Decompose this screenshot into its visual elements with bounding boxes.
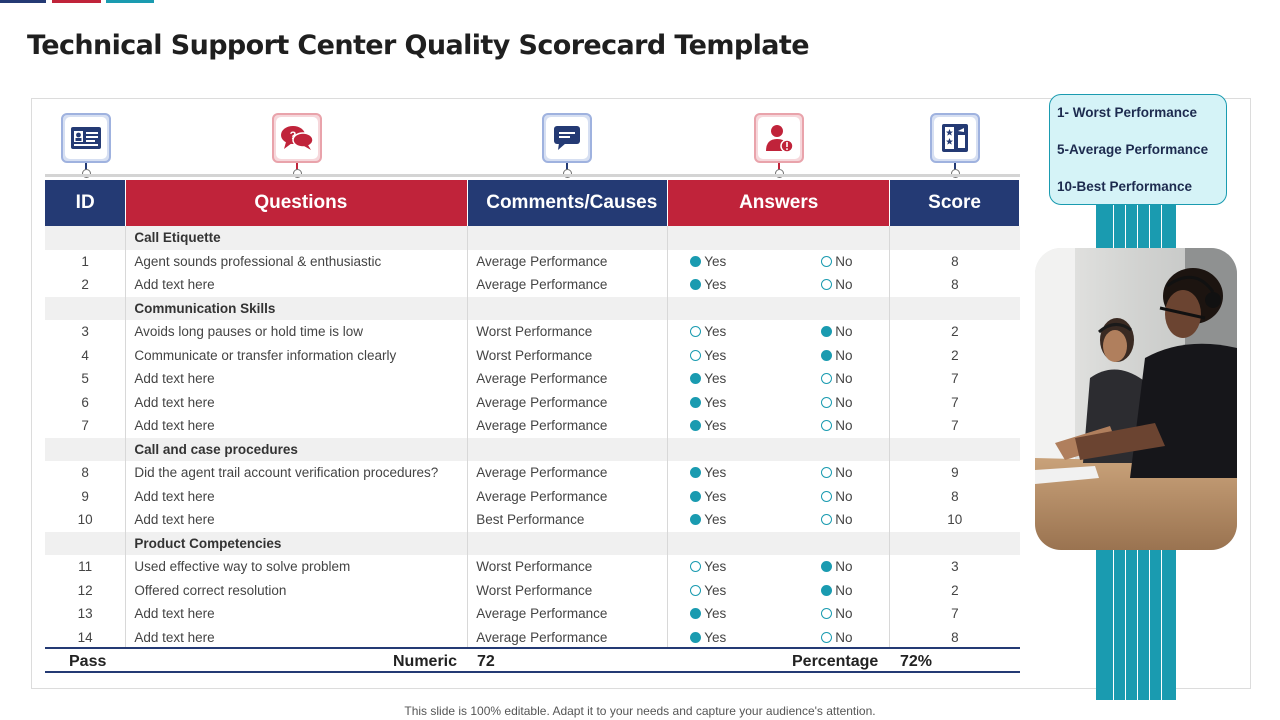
summary-footer bbox=[45, 647, 1020, 673]
row-comment: Average Performance bbox=[468, 461, 668, 485]
header-score: Score bbox=[890, 180, 1020, 226]
answer-option-no[interactable] bbox=[821, 512, 852, 527]
row-answer bbox=[668, 626, 890, 650]
row-question: Offered correct resolution bbox=[126, 579, 468, 603]
section-row bbox=[45, 532, 1020, 556]
radio-no[interactable] bbox=[821, 397, 832, 408]
row-question: Add text here bbox=[126, 367, 468, 391]
row-comment: Worst Performance bbox=[468, 555, 668, 579]
answer-label-yes: Yes bbox=[704, 465, 727, 481]
section-title: Communication Skills bbox=[126, 297, 468, 321]
row-comment: Best Performance bbox=[468, 508, 668, 532]
row-answer bbox=[668, 391, 890, 415]
row-id: 11 bbox=[45, 555, 126, 579]
row-question: Add text here bbox=[126, 273, 468, 297]
answer-option-yes[interactable] bbox=[690, 395, 821, 410]
row-id: 13 bbox=[45, 602, 126, 626]
answer-label-no: No bbox=[835, 253, 853, 269]
table-row bbox=[45, 391, 1020, 415]
section-empty-cell bbox=[668, 532, 890, 556]
row-score: 8 bbox=[951, 253, 959, 269]
answer-label-yes: Yes bbox=[704, 253, 727, 269]
answer-option-yes[interactable] bbox=[690, 489, 821, 504]
accent-bar-navy bbox=[0, 0, 46, 3]
section-empty-cell bbox=[45, 297, 126, 321]
row-score: 7 bbox=[951, 394, 959, 410]
answer-option-yes[interactable] bbox=[690, 324, 821, 339]
table-row bbox=[45, 414, 1020, 438]
radio-yes[interactable] bbox=[690, 585, 701, 596]
row-comment: Worst Performance bbox=[468, 344, 668, 368]
header-answers: Answers bbox=[668, 180, 890, 226]
answer-label-no: No bbox=[835, 629, 853, 645]
row-id: 4 bbox=[45, 344, 126, 368]
answer-label-yes: Yes bbox=[704, 347, 727, 363]
table-row bbox=[45, 508, 1020, 532]
header-id: ID bbox=[45, 180, 126, 226]
question-chat-icon bbox=[272, 113, 322, 163]
row-question: Add text here bbox=[126, 391, 468, 415]
row-answer bbox=[668, 250, 890, 274]
row-id: 3 bbox=[45, 320, 126, 344]
row-question: Did the agent trail account verification procedures? bbox=[126, 461, 468, 485]
section-empty-cell bbox=[468, 297, 668, 321]
pass-label: Pass bbox=[69, 653, 107, 670]
comment-icon bbox=[542, 113, 592, 163]
answer-label-yes: Yes bbox=[704, 606, 727, 622]
section-empty-cell bbox=[45, 532, 126, 556]
answer-option-yes[interactable] bbox=[690, 277, 821, 292]
answer-option-yes[interactable] bbox=[690, 559, 821, 574]
row-comment: Worst Performance bbox=[468, 320, 668, 344]
answer-label-no: No bbox=[835, 582, 853, 598]
row-id: 6 bbox=[45, 391, 126, 415]
section-empty-cell bbox=[890, 438, 1020, 462]
answer-option-yes[interactable] bbox=[690, 630, 821, 645]
row-question: Add text here bbox=[126, 508, 468, 532]
row-id: 12 bbox=[45, 579, 126, 603]
radio-no[interactable] bbox=[821, 420, 832, 431]
row-id: 2 bbox=[45, 273, 126, 297]
row-comment: Average Performance bbox=[468, 485, 668, 509]
row-score: 3 bbox=[951, 559, 959, 575]
answer-option-no[interactable] bbox=[821, 606, 852, 621]
radio-no[interactable] bbox=[821, 350, 832, 361]
row-question: Used effective way to solve problem bbox=[126, 555, 468, 579]
percentage-value: 72% bbox=[900, 653, 933, 670]
answer-option-no[interactable] bbox=[821, 395, 852, 410]
answer-option-no[interactable] bbox=[821, 277, 852, 292]
radio-no[interactable] bbox=[821, 632, 832, 643]
table-row bbox=[45, 367, 1020, 391]
percentage-label: Percentage bbox=[792, 653, 879, 670]
row-answer bbox=[668, 508, 890, 532]
row-answer bbox=[668, 273, 890, 297]
row-comment: Average Performance bbox=[468, 626, 668, 650]
radio-yes[interactable] bbox=[690, 608, 701, 619]
row-score: 8 bbox=[951, 629, 959, 645]
header-questions: Questions bbox=[126, 180, 468, 226]
answer-option-no[interactable] bbox=[821, 254, 852, 269]
section-empty-cell bbox=[45, 438, 126, 462]
radio-no[interactable] bbox=[821, 373, 832, 384]
section-empty-cell bbox=[890, 297, 1020, 321]
answer-label-no: No bbox=[835, 488, 853, 504]
answer-option-yes[interactable] bbox=[690, 371, 821, 386]
row-question: Communicate or transfer information clearly bbox=[126, 344, 468, 368]
table-row bbox=[45, 626, 1020, 650]
section-empty-cell bbox=[468, 532, 668, 556]
performance-legend bbox=[1049, 94, 1227, 205]
table-body bbox=[45, 226, 1020, 649]
row-id: 8 bbox=[45, 461, 126, 485]
answer-option-no[interactable] bbox=[821, 489, 852, 504]
answer-label-no: No bbox=[835, 371, 853, 387]
row-score: 8 bbox=[951, 488, 959, 504]
section-title: Call and case procedures bbox=[126, 438, 468, 462]
row-id: 1 bbox=[45, 250, 126, 274]
row-answer bbox=[668, 320, 890, 344]
answer-option-no[interactable] bbox=[821, 630, 852, 645]
row-answer bbox=[668, 485, 890, 509]
row-comment: Average Performance bbox=[468, 273, 668, 297]
answer-label-yes: Yes bbox=[704, 582, 727, 598]
row-id: 7 bbox=[45, 414, 126, 438]
radio-no[interactable] bbox=[821, 561, 832, 572]
answer-option-yes[interactable] bbox=[690, 254, 821, 269]
answer-label-no: No bbox=[835, 324, 853, 340]
section-empty-cell bbox=[468, 438, 668, 462]
row-answer bbox=[668, 579, 890, 603]
answer-label-no: No bbox=[835, 418, 853, 434]
user-alert-icon bbox=[754, 113, 804, 163]
row-question: Add text here bbox=[126, 626, 468, 650]
radio-yes[interactable] bbox=[690, 373, 701, 384]
section-title: Product Competencies bbox=[126, 532, 468, 556]
row-question: Add text here bbox=[126, 485, 468, 509]
answer-option-yes[interactable] bbox=[690, 512, 821, 527]
section-title: Call Etiquette bbox=[126, 226, 468, 250]
radio-yes[interactable] bbox=[690, 561, 701, 572]
scorecard-icon bbox=[930, 113, 980, 163]
row-question: Add text here bbox=[126, 414, 468, 438]
radio-no[interactable] bbox=[821, 585, 832, 596]
page-title: Technical Support Center Quality Scorecard Template bbox=[27, 30, 809, 61]
answer-label-no: No bbox=[835, 277, 853, 293]
answer-label-yes: Yes bbox=[704, 371, 727, 387]
row-id: 9 bbox=[45, 485, 126, 509]
answer-option-no[interactable] bbox=[821, 559, 852, 574]
row-score: 2 bbox=[951, 324, 959, 340]
row-comment: Average Performance bbox=[468, 367, 668, 391]
header-separator bbox=[45, 174, 1020, 177]
answer-option-yes[interactable] bbox=[690, 465, 821, 480]
row-answer bbox=[668, 555, 890, 579]
section-row bbox=[45, 226, 1020, 250]
answer-option-no[interactable] bbox=[821, 418, 852, 433]
radio-no[interactable] bbox=[821, 256, 832, 267]
row-answer bbox=[668, 344, 890, 368]
row-score: 7 bbox=[951, 371, 959, 387]
section-empty-cell bbox=[668, 438, 890, 462]
answer-option-no[interactable] bbox=[821, 583, 852, 598]
answer-label-yes: Yes bbox=[704, 277, 727, 293]
answer-label-yes: Yes bbox=[704, 629, 727, 645]
answer-label-no: No bbox=[835, 512, 853, 528]
section-empty-cell bbox=[890, 532, 1020, 556]
radio-yes[interactable] bbox=[690, 467, 701, 478]
radio-yes[interactable] bbox=[690, 397, 701, 408]
radio-yes[interactable] bbox=[690, 491, 701, 502]
answer-option-no[interactable] bbox=[821, 324, 852, 339]
answer-label-yes: Yes bbox=[704, 324, 727, 340]
bottom-note: This slide is 100% editable. Adapt it to your needs and capture your audience's attention. bbox=[404, 704, 876, 718]
table-row bbox=[45, 344, 1020, 368]
answer-option-no[interactable] bbox=[821, 465, 852, 480]
answer-label-yes: Yes bbox=[704, 512, 727, 528]
row-answer bbox=[668, 414, 890, 438]
answer-option-yes[interactable] bbox=[690, 418, 821, 433]
table-row bbox=[45, 602, 1020, 626]
table-row bbox=[45, 320, 1020, 344]
row-comment: Average Performance bbox=[468, 250, 668, 274]
row-score: 8 bbox=[951, 277, 959, 293]
legend-average: 5-Average Performance bbox=[1057, 142, 1209, 157]
section-empty-cell bbox=[890, 226, 1020, 250]
radio-no[interactable] bbox=[821, 491, 832, 502]
header-comments: Comments/Causes bbox=[468, 180, 668, 226]
table-header-row bbox=[45, 180, 1020, 226]
radio-no[interactable] bbox=[821, 467, 832, 478]
row-comment: Average Performance bbox=[468, 414, 668, 438]
legend-worst: 1- Worst Performance bbox=[1057, 105, 1198, 120]
section-row bbox=[45, 297, 1020, 321]
table-row bbox=[45, 273, 1020, 297]
answer-label-yes: Yes bbox=[704, 418, 727, 434]
legend-best: 10-Best Performance bbox=[1057, 179, 1193, 194]
radio-yes[interactable] bbox=[690, 420, 701, 431]
section-empty-cell bbox=[468, 226, 668, 250]
numeric-value: 72 bbox=[477, 653, 495, 670]
radio-no[interactable] bbox=[821, 279, 832, 290]
answer-label-yes: Yes bbox=[704, 559, 727, 575]
radio-no[interactable] bbox=[821, 608, 832, 619]
radio-yes[interactable] bbox=[690, 256, 701, 267]
row-question: Agent sounds professional & enthusiastic bbox=[126, 250, 468, 274]
id-card-icon bbox=[61, 113, 111, 163]
row-answer bbox=[668, 461, 890, 485]
radio-yes[interactable] bbox=[690, 632, 701, 643]
table-row bbox=[45, 555, 1020, 579]
section-row bbox=[45, 438, 1020, 462]
radio-no[interactable] bbox=[821, 514, 832, 525]
svg-text:?: ? bbox=[289, 130, 297, 142]
row-comment: Average Performance bbox=[468, 391, 668, 415]
answer-label-no: No bbox=[835, 465, 853, 481]
answer-label-no: No bbox=[835, 347, 853, 363]
table-row bbox=[45, 461, 1020, 485]
radio-no[interactable] bbox=[821, 326, 832, 337]
answer-option-no[interactable] bbox=[821, 371, 852, 386]
table-row bbox=[45, 250, 1020, 274]
answer-option-yes[interactable] bbox=[690, 348, 821, 363]
row-score: 10 bbox=[947, 512, 963, 528]
row-question: Add text here bbox=[126, 602, 468, 626]
row-score: 2 bbox=[951, 347, 959, 363]
answer-option-yes[interactable] bbox=[690, 606, 821, 621]
accent-bar-teal bbox=[106, 0, 154, 3]
table-row bbox=[45, 579, 1020, 603]
answer-label-no: No bbox=[835, 394, 853, 410]
row-id: 5 bbox=[45, 367, 126, 391]
row-score: 7 bbox=[951, 418, 959, 434]
section-empty-cell bbox=[668, 297, 890, 321]
answer-option-no[interactable] bbox=[821, 348, 852, 363]
numeric-label: Numeric bbox=[393, 653, 458, 670]
row-answer bbox=[668, 602, 890, 626]
answer-label-yes: Yes bbox=[704, 488, 727, 504]
row-comment: Worst Performance bbox=[468, 579, 668, 603]
row-comment: Average Performance bbox=[468, 602, 668, 626]
row-score: 9 bbox=[951, 465, 959, 481]
agents-photo bbox=[1035, 248, 1237, 550]
table-row bbox=[45, 485, 1020, 509]
section-empty-cell bbox=[45, 226, 126, 250]
row-id: 14 bbox=[45, 626, 126, 650]
row-score: 7 bbox=[951, 606, 959, 622]
row-score: 2 bbox=[951, 582, 959, 598]
answer-option-yes[interactable] bbox=[690, 583, 821, 598]
row-question: Avoids long pauses or hold time is low bbox=[126, 320, 468, 344]
radio-yes[interactable] bbox=[690, 279, 701, 290]
radio-yes[interactable] bbox=[690, 350, 701, 361]
answer-label-no: No bbox=[835, 559, 853, 575]
header-icons-row bbox=[45, 113, 1020, 179]
answer-label-yes: Yes bbox=[704, 394, 727, 410]
accent-bar-red bbox=[52, 0, 101, 3]
radio-yes[interactable] bbox=[690, 326, 701, 337]
answer-label-no: No bbox=[835, 606, 853, 622]
row-id: 10 bbox=[45, 508, 126, 532]
row-answer bbox=[668, 367, 890, 391]
radio-yes[interactable] bbox=[690, 514, 701, 525]
section-empty-cell bbox=[668, 226, 890, 250]
scorecard-table bbox=[45, 180, 1020, 649]
